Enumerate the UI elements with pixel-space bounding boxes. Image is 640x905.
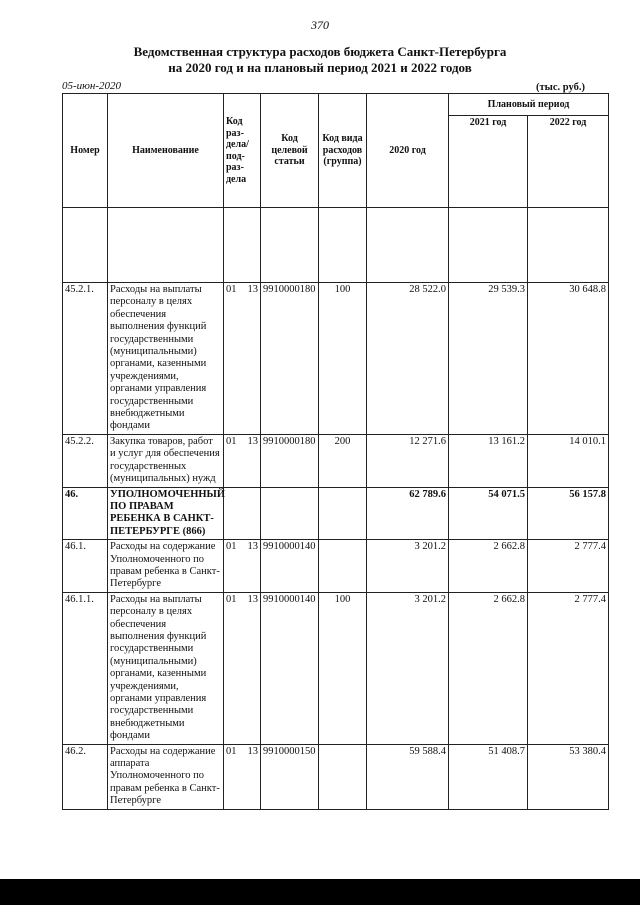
row-2022: 2 777.4 [528, 592, 609, 744]
row-2020: 62 789.6 [367, 487, 449, 540]
row-2022: 2 777.4 [528, 540, 609, 593]
row-section [224, 487, 261, 540]
row-2021: 2 662.8 [449, 592, 528, 744]
row-target: 9910000150 [261, 744, 319, 809]
table-row [63, 487, 609, 540]
row-name: УПОЛНОМОЧЕННЫЙ ПО ПРАВАМ РЕБЕНКА В САНКТ-ПЕТЕРБУРГЕ (866) [108, 487, 224, 540]
row-target: 9910000180 [261, 283, 319, 435]
row-name: Закупка товаров, работ и услуг для обеспечения государственных (муниципальных) нужд [108, 434, 224, 487]
document-title [0, 44, 640, 76]
header-name: Наименование [108, 94, 224, 208]
table-row [63, 540, 609, 593]
row-2020: 3 201.2 [367, 540, 449, 593]
row-number: 46. [63, 487, 108, 540]
row-number: 45.2.2. [63, 434, 108, 487]
row-2021: 54 071.5 [449, 487, 528, 540]
title-line-2: на 2020 год и на плановый период 2021 и 2022 годов [168, 60, 472, 75]
row-name: Расходы на выплаты персоналу в целях обеспечения выполнения функций государственными (муниципальными) органами, казенными учреждениями, органами управления государственными внебюджетными фондами [108, 592, 224, 744]
header-number: Номер [63, 94, 108, 208]
row-2021: 2 662.8 [449, 540, 528, 593]
table-row [63, 283, 609, 435]
row-2021: 29 539.3 [449, 283, 528, 435]
row-target: 9910000180 [261, 434, 319, 487]
header-2022: 2022 год [528, 116, 609, 208]
header-target: Код целевой статьи [261, 94, 319, 208]
unit-label: (тыс. руб.) [536, 82, 585, 93]
row-type: 100 [319, 283, 367, 435]
row-type [319, 487, 367, 540]
row-2022: 30 648.8 [528, 283, 609, 435]
row-target: 9910000140 [261, 592, 319, 744]
header-planned: Плановый период [449, 94, 609, 116]
row-target [261, 487, 319, 540]
row-2021: 13 161.2 [449, 434, 528, 487]
scan-bottom-edge [0, 879, 640, 905]
row-section: 01 13 [224, 540, 261, 593]
table-row [63, 434, 609, 487]
page-number: 370 [311, 18, 329, 32]
row-number: 46.1.1. [63, 592, 108, 744]
row-section: 01 13 [224, 434, 261, 487]
row-2020: 59 588.4 [367, 744, 449, 809]
row-section: 01 13 [224, 592, 261, 744]
row-2020: 12 271.6 [367, 434, 449, 487]
row-2020: 28 522.0 [367, 283, 449, 435]
document-date: 05-июн-2020 [62, 80, 122, 92]
budget-table [62, 93, 609, 810]
table-row [63, 592, 609, 744]
table-body [63, 208, 609, 810]
row-section: 01 13 [224, 744, 261, 809]
row-section: 01 13 [224, 283, 261, 435]
row-type: 200 [319, 434, 367, 487]
row-2022: 53 380.4 [528, 744, 609, 809]
title-line-1: Ведомственная структура расходов бюджета Санкт-Петербурга [133, 44, 507, 59]
row-2022: 56 157.8 [528, 487, 609, 540]
row-target: 9910000140 [261, 540, 319, 593]
row-name: Расходы на выплаты персоналу в целях обеспечения выполнения функций государственными (муниципальными) органами, казенными учреждениями, органами управления государственными внебюджетными фондами [108, 283, 224, 435]
header-2021: 2021 год [449, 116, 528, 208]
row-number: 45.2.1. [63, 283, 108, 435]
header-expense-type: Код вида расходов (группа) [319, 94, 367, 208]
row-2021: 51 408.7 [449, 744, 528, 809]
row-2022: 14 010.1 [528, 434, 609, 487]
row-2020: 3 201.2 [367, 592, 449, 744]
header-section: Код раз- дела/ под- раз- дела [224, 94, 261, 208]
table-row [63, 744, 609, 809]
row-number: 46.1. [63, 540, 108, 593]
row-type: 100 [319, 592, 367, 744]
header-2020: 2020 год [367, 94, 449, 208]
row-type [319, 744, 367, 809]
row-name: Расходы на содержание аппарата Уполномоченного по правам ребенка в Санкт-Петербурге [108, 744, 224, 809]
row-number: 46.2. [63, 744, 108, 809]
row-name: Расходы на содержание Уполномоченного по правам ребенка в Санкт-Петербурге [108, 540, 224, 593]
row-type [319, 540, 367, 593]
